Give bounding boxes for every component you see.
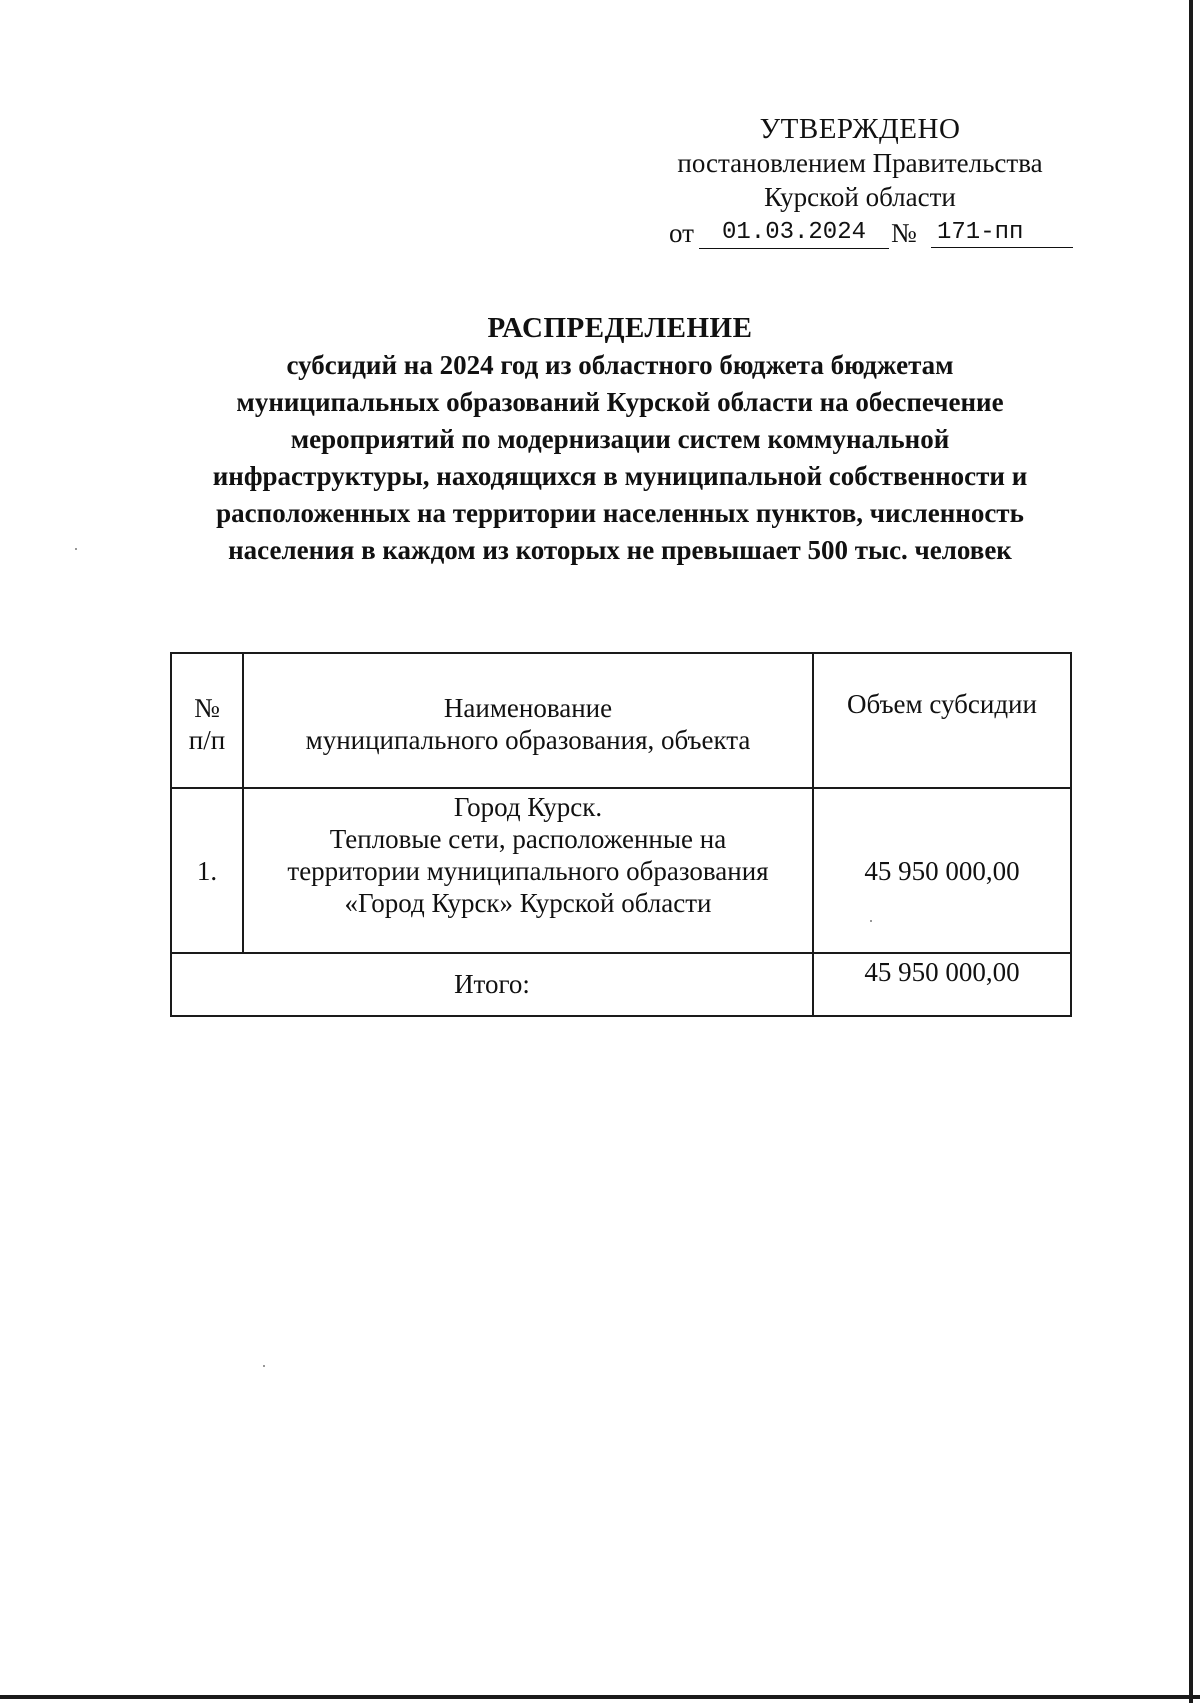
approval-block: [640, 112, 1080, 248]
total-label-cell: Итого:: [171, 953, 813, 1016]
row-num-cell: 1.: [171, 788, 243, 953]
heading-line: мероприятий по модернизации систем коммунальной: [290, 424, 950, 454]
heading-line: населения в каждом из которых не превышает 500 тыс. человек: [228, 535, 1012, 565]
heading-line: субсидий на 2024 год из областного бюджета бюджетам: [286, 350, 954, 380]
approval-line-2: Курской области: [764, 182, 956, 212]
date-prefix: от: [669, 218, 694, 248]
subsidy-table-wrap: [170, 652, 1072, 1017]
table-total-row: [171, 953, 1071, 1016]
table-header-row: [171, 653, 1071, 788]
approval-title: УТВЕРЖДЕНО: [759, 113, 961, 145]
heading-line: инфраструктуры, находящихся в муниципальной собственности и: [212, 461, 1028, 491]
scan-speck: [75, 548, 77, 550]
header-num-line-1: №: [194, 693, 220, 723]
scan-speck: [263, 1365, 265, 1367]
heading-title: РАСПРЕДЕЛЕНИЕ: [487, 312, 753, 344]
row-name-line: «Город Курск» Курской области: [344, 888, 712, 918]
row-name-cell: [243, 788, 813, 953]
heading-line: муниципальных образований Курской области на обеспечение: [236, 387, 1004, 417]
header-volume-cell: Объем субсидии: [813, 653, 1071, 788]
document-heading: [170, 310, 1070, 569]
page-edge-bottom: [0, 1695, 1200, 1699]
row-name-line: территории муниципального образования: [287, 856, 769, 886]
table-row: [171, 788, 1071, 953]
number-prefix: №: [891, 218, 917, 248]
header-name-line-1: Наименование: [443, 693, 613, 723]
page-edge-right: [1189, 0, 1193, 1703]
row-name-line: Город Курск.: [453, 792, 603, 822]
total-volume-cell: 45 950 000,00: [813, 953, 1071, 1016]
header-name-cell: [243, 653, 813, 788]
subsidy-table: [170, 652, 1072, 1017]
header-num-line-2: п/п: [188, 725, 226, 755]
row-name-line: Тепловые сети, расположенные на: [329, 824, 727, 854]
heading-line: расположенных на территории населенных пунктов, численность: [216, 498, 1024, 528]
header-name-line-2: муниципального образования, объекта: [305, 725, 751, 755]
approval-line-1: постановлением Правительства: [677, 148, 1043, 178]
approval-number: 171-пп: [931, 216, 1073, 248]
approval-date: 01.03.2024: [699, 216, 889, 249]
row-volume-cell: 45 950 000,00: [813, 788, 1071, 953]
approval-date-row: [655, 216, 1085, 252]
header-num-cell: [171, 653, 243, 788]
